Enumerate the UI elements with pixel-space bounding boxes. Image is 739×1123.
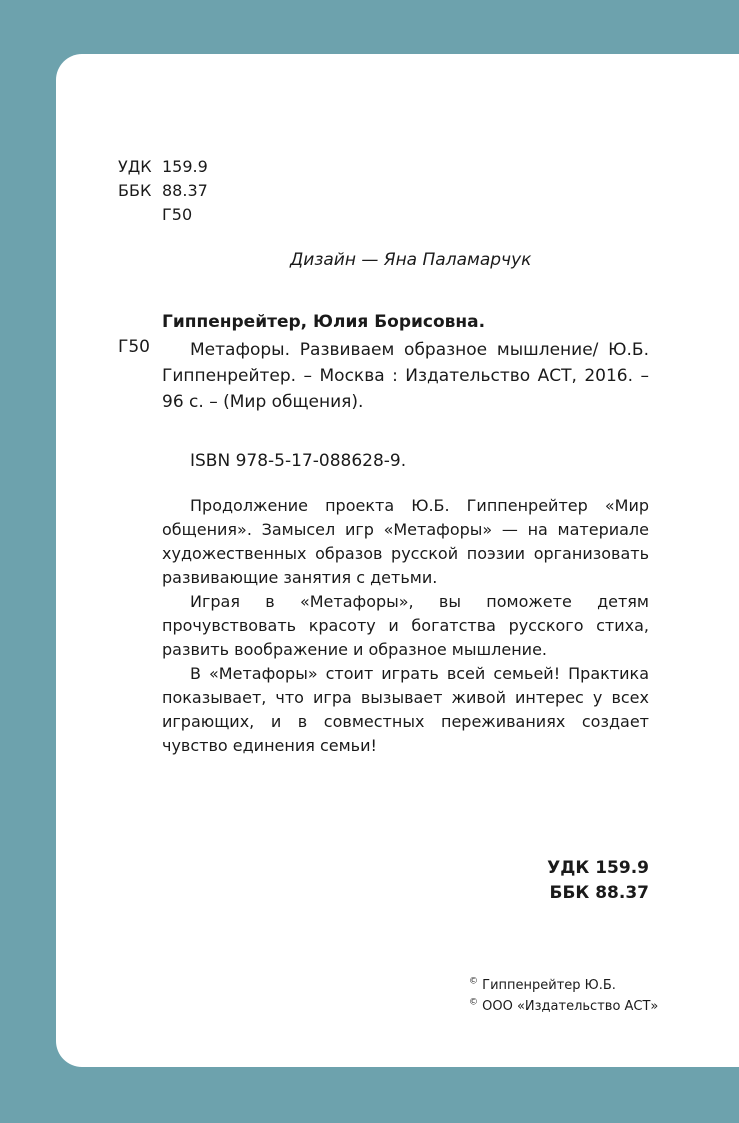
udk-label: УДК (118, 157, 152, 176)
udk-bottom: УДК 159.9 (547, 858, 649, 878)
design-credit: Дизайн — Яна Паламарчук (290, 250, 532, 270)
copyright-icon: © (469, 976, 478, 987)
bbk-value: 88.37 (162, 181, 208, 200)
author-heading: Гиппенрейтер, Юлия Борисовна. (162, 312, 486, 332)
copyright-icon: © (469, 997, 478, 1008)
bibliographic-entry: Метафоры. Развиваем образное мышление/ Ю.Б. Гиппенрейтер. – Москва : Издательство АСТ, 2016. – 96 с. – (Мир общения). (162, 340, 649, 412)
copyright-publisher: ООО «Издательство АСТ» (482, 999, 659, 1014)
udk-value: 159.9 (162, 157, 208, 176)
annotation-paragraph: В «Метафоры» стоит играть всей семьей! Практика показывает, что игра вызывает живой интерес у всех играющих, и в совместных переживаниях создает чувство единения семьи! (162, 664, 649, 755)
copyright-line-publisher (469, 996, 658, 1017)
udk-index-top (118, 155, 208, 179)
bbk-bottom: ББК 88.37 (549, 883, 649, 903)
copyright-line-author (469, 975, 658, 996)
index-bottom (547, 856, 649, 906)
copyright-block (469, 975, 658, 1017)
isbn: ISBN 978-5-17-088628-9. (190, 451, 407, 471)
annotation-paragraph: Продолжение проекта Ю.Б. Гиппенрейтер «Мир общения». Замысел игр «Метафоры» — на материале художественных образов русской поэзии организовать развивающие занятия с детьми. (162, 496, 649, 587)
annotation-paragraph: Играя в «Метафоры», вы поможете детям прочувствовать красоту и богатства русского стиха, развить воображение и образное мышление. (162, 592, 649, 659)
catalog-code: Г50 (118, 337, 150, 357)
annotation (162, 494, 649, 758)
copyright-author: Гиппенрейтер Ю.Б. (482, 978, 616, 993)
author-code-top: Г50 (162, 205, 193, 224)
bbk-index-top (118, 179, 208, 203)
bbk-label: ББК (118, 181, 152, 200)
